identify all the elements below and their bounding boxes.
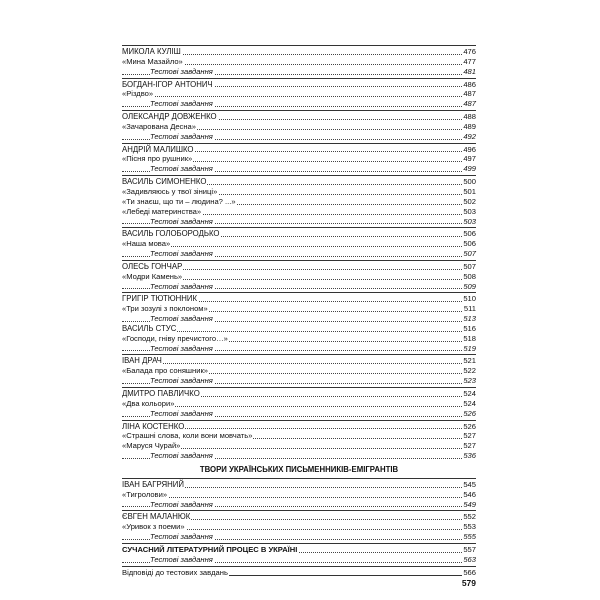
toc-entry-title: Тестові завдання bbox=[150, 216, 213, 226]
separator-line bbox=[122, 260, 476, 261]
toc-entry-page: 481 bbox=[463, 66, 476, 76]
toc-entry-title: «Ти знаєш, що ти – людина? ...» bbox=[122, 196, 236, 206]
separator-line bbox=[122, 510, 476, 511]
toc-entry-work[interactable] bbox=[122, 431, 476, 441]
toc-entry-title: ІВАН ДРАЧ bbox=[122, 356, 162, 366]
toc-entry-title: Відповіді до тестових завдань bbox=[122, 567, 228, 577]
toc-entry-title: «Зачарована Десна» bbox=[122, 121, 196, 131]
toc-entry-title: Тестові завдання bbox=[150, 451, 213, 461]
toc-entry-work[interactable] bbox=[122, 239, 476, 249]
toc-entry-work[interactable] bbox=[122, 399, 476, 409]
separator-line bbox=[122, 354, 476, 355]
toc-entry-page: 502 bbox=[463, 196, 476, 206]
toc-entry-page: 516 bbox=[463, 323, 476, 333]
table-of-contents bbox=[122, 44, 476, 578]
toc-entry-work[interactable] bbox=[122, 197, 476, 207]
toc-entry-page: 549 bbox=[463, 499, 476, 509]
toc-entry-boldrow[interactable] bbox=[122, 545, 476, 555]
toc-entry-page: 500 bbox=[463, 177, 476, 187]
toc-entry-title: «Пісня про рушник» bbox=[122, 154, 193, 164]
toc-entry-page: 476 bbox=[463, 47, 476, 56]
toc-entry-title: Тестові завдання bbox=[150, 408, 213, 418]
toc-entry-work[interactable] bbox=[122, 366, 476, 376]
toc-entry-page: 527 bbox=[463, 441, 476, 451]
toc-entry-title: «Мина Мазайло» bbox=[122, 56, 183, 66]
toc-entry-title: «Три зозулі з поклоном» bbox=[122, 304, 208, 314]
toc-entry-page: 526 bbox=[463, 421, 476, 431]
toc-entry-title: Тестові завдання bbox=[150, 164, 213, 174]
toc-entry-test[interactable] bbox=[122, 67, 476, 77]
toc-entry-author[interactable] bbox=[122, 177, 476, 187]
toc-entry-title: «Балада про соняшник» bbox=[122, 366, 209, 376]
toc-entry-test[interactable] bbox=[122, 451, 476, 461]
toc-entry-page: 496 bbox=[463, 144, 476, 154]
toc-entry-page: 536 bbox=[463, 451, 476, 461]
toc-entry-page: 513 bbox=[463, 314, 476, 324]
toc-entry-page: 553 bbox=[463, 522, 476, 532]
toc-entry-page: 492 bbox=[463, 131, 476, 141]
toc-entry-page: 557 bbox=[463, 544, 476, 554]
separator-line bbox=[122, 110, 476, 111]
toc-entry-title: Тестові завдання bbox=[150, 131, 213, 141]
toc-entry-page: 523 bbox=[463, 376, 476, 386]
separator-line bbox=[122, 420, 476, 421]
toc-entry-title: ДМИТРО ПАВЛИЧКО bbox=[122, 389, 200, 398]
toc-entry-title: «Страшні слова, коли вони мовчать» bbox=[122, 431, 253, 441]
section-heading: ТВОРИ УКРАЇНСЬКИХ ПИСЬМЕННИКІВ-ЕМІГРАНТІВ bbox=[199, 464, 399, 474]
toc-entry-page: 526 bbox=[463, 408, 476, 418]
toc-entry-author[interactable] bbox=[122, 480, 476, 490]
toc-entry-test[interactable] bbox=[122, 500, 476, 510]
toc-entry-title: ВАСИЛЬ СТУС bbox=[122, 323, 177, 333]
toc-entry-page: 497 bbox=[463, 154, 476, 164]
toc-entry-title: Тестові завдання bbox=[150, 499, 213, 509]
toc-entry-title: «Лебеді материнства» bbox=[122, 206, 202, 216]
toc-entry-page: 507 bbox=[463, 261, 476, 271]
toc-entry-author[interactable] bbox=[122, 112, 476, 122]
toc-entry-title: Тестові завдання bbox=[150, 554, 213, 564]
toc-entry-title: ОЛЕКСАНДР ДОВЖЕНКО bbox=[122, 112, 217, 122]
separator-line bbox=[122, 78, 476, 79]
toc-entry-test[interactable] bbox=[122, 532, 476, 542]
toc-entry-page: 487 bbox=[463, 99, 476, 109]
toc-entry-title: «Різдво» bbox=[122, 89, 154, 99]
toc-entry-page: 510 bbox=[463, 294, 476, 304]
toc-entry-page: 503 bbox=[463, 206, 476, 216]
toc-entry-page: 486 bbox=[463, 79, 476, 89]
toc-entry-work[interactable] bbox=[122, 187, 476, 197]
toc-entry-page: 545 bbox=[463, 479, 476, 489]
toc-entry-title: СУЧАСНИЙ ЛІТЕРАТУРНИЙ ПРОЦЕС В УКРАЇНІ bbox=[122, 544, 298, 554]
toc-entry-title: «Два кольори» bbox=[122, 398, 175, 408]
toc-entry-page: 477 bbox=[463, 56, 476, 66]
toc-entry-test[interactable] bbox=[122, 409, 476, 419]
toc-entry-work[interactable] bbox=[122, 207, 476, 217]
toc-entry-title: Тестові завдання bbox=[150, 314, 213, 324]
toc-entry-page: 522 bbox=[463, 366, 476, 376]
toc-entry-title: Тестові завдання bbox=[150, 343, 213, 353]
separator-line bbox=[122, 543, 476, 544]
toc-entry-work[interactable] bbox=[122, 441, 476, 451]
toc-entry-title: Тестові завдання bbox=[150, 249, 213, 259]
toc-entry-title: ІВАН БАГРЯНИЙ bbox=[122, 479, 184, 489]
toc-entry-work[interactable] bbox=[122, 490, 476, 500]
toc-entry-page: 563 bbox=[463, 554, 476, 564]
toc-entry-page: 524 bbox=[463, 389, 476, 398]
toc-entry-title: «Модри Камень» bbox=[122, 271, 183, 281]
separator-line bbox=[122, 175, 476, 176]
toc-entry-title: Тестові завдання bbox=[150, 376, 213, 386]
toc-entry-test[interactable] bbox=[122, 249, 476, 259]
toc-entry-author[interactable] bbox=[122, 294, 476, 304]
toc-entry-page: 552 bbox=[463, 512, 476, 522]
toc-entry-page: 519 bbox=[463, 343, 476, 353]
separator-line bbox=[122, 292, 476, 293]
toc-entry-author[interactable] bbox=[122, 47, 476, 57]
toc-entry-test[interactable] bbox=[122, 282, 476, 292]
toc-entry-page: 499 bbox=[463, 164, 476, 174]
toc-entry-title: Тестові завдання bbox=[150, 532, 213, 542]
toc-entry-page: 511 bbox=[463, 304, 476, 314]
toc-entry-title: ЄВГЕН МАЛАНЮК bbox=[122, 512, 191, 522]
toc-entry-title: «Задивляюсь у твої зіниці» bbox=[122, 186, 218, 196]
toc-entry-title: ВАСИЛЬ СИМОНЕНКО bbox=[122, 177, 207, 187]
toc-entry-title: Тестові завдання bbox=[150, 99, 213, 109]
toc-entry-test[interactable] bbox=[122, 376, 476, 386]
toc-entry-test[interactable] bbox=[122, 99, 476, 109]
toc-entry-test[interactable] bbox=[122, 217, 476, 227]
toc-entry-work[interactable] bbox=[122, 334, 476, 344]
toc-entry-test[interactable] bbox=[122, 555, 476, 565]
toc-entry-page: 518 bbox=[463, 333, 476, 343]
separator-line bbox=[122, 566, 476, 567]
toc-entry-title: ГРИГІР ТЮТЮННИК bbox=[122, 294, 198, 304]
toc-entry-work[interactable] bbox=[122, 568, 476, 578]
toc-entry-page: 501 bbox=[463, 186, 476, 196]
toc-entry-test[interactable] bbox=[122, 314, 476, 324]
separator-line bbox=[122, 387, 476, 388]
toc-entry-work[interactable] bbox=[122, 154, 476, 164]
page-number: 579 bbox=[461, 578, 476, 588]
toc-entry-title: Тестові завдання bbox=[150, 281, 213, 291]
separator-line bbox=[122, 227, 476, 228]
book-page bbox=[110, 0, 488, 600]
toc-entry-page: 509 bbox=[463, 281, 476, 291]
toc-entry-page: 503 bbox=[463, 216, 476, 226]
toc-entry-title: «Уривок з поеми» bbox=[122, 522, 185, 532]
toc-entry-title: «Наша мова» bbox=[122, 239, 171, 249]
toc-entry-author[interactable] bbox=[122, 145, 476, 155]
toc-entry-page: 487 bbox=[463, 89, 476, 99]
separator-line bbox=[122, 143, 476, 144]
toc-entry-page: 506 bbox=[463, 239, 476, 249]
toc-entry-page: 506 bbox=[463, 229, 476, 239]
toc-entry-page: 508 bbox=[463, 271, 476, 281]
toc-entry-author[interactable] bbox=[122, 262, 476, 272]
toc-entry-author[interactable] bbox=[122, 389, 476, 399]
toc-entry-title: Тестові завдання bbox=[150, 66, 213, 76]
toc-entry-test[interactable] bbox=[122, 132, 476, 142]
separator-line bbox=[122, 478, 476, 479]
toc-entry-page: 521 bbox=[463, 356, 476, 366]
toc-entry-author[interactable] bbox=[122, 512, 476, 522]
toc-entry-page: 489 bbox=[463, 121, 476, 131]
toc-entry-title: ОЛЕСЬ ГОНЧАР bbox=[122, 261, 183, 271]
toc-entry-author[interactable] bbox=[122, 80, 476, 90]
toc-entry-author[interactable] bbox=[122, 422, 476, 432]
toc-entry-title: ВАСИЛЬ ГОЛОБОРОДЬКО bbox=[122, 229, 220, 239]
toc-entry-page: 488 bbox=[463, 112, 476, 122]
toc-entry-title: «Господи, гніву пречистого…» bbox=[122, 333, 228, 343]
toc-entry-work[interactable] bbox=[122, 522, 476, 532]
toc-entry-test[interactable] bbox=[122, 344, 476, 354]
toc-entry-work[interactable] bbox=[122, 272, 476, 282]
toc-entry-page: 546 bbox=[463, 489, 476, 499]
toc-entry-title: ЛІНА КОСТЕНКО bbox=[122, 421, 185, 431]
toc-entry-test[interactable] bbox=[122, 164, 476, 174]
toc-entry-work[interactable] bbox=[122, 57, 476, 67]
toc-entry-page: 527 bbox=[463, 431, 476, 441]
toc-entry-title: МИКОЛА КУЛІШ bbox=[122, 47, 181, 56]
toc-entry-author[interactable] bbox=[122, 356, 476, 366]
toc-entry-title: БОГДАН-ІГОР АНТОНИЧ bbox=[122, 79, 213, 89]
toc-entry-page: 524 bbox=[463, 398, 476, 408]
toc-entry-author[interactable] bbox=[122, 324, 476, 334]
toc-entry-author[interactable] bbox=[122, 229, 476, 239]
toc-entry-page: 566 bbox=[463, 567, 476, 577]
toc-entry-page: 507 bbox=[463, 249, 476, 259]
toc-entry-work[interactable] bbox=[122, 304, 476, 314]
toc-entry-page: 555 bbox=[463, 532, 476, 542]
toc-entry-title: «Тигролови» bbox=[122, 489, 168, 499]
toc-entry-work[interactable] bbox=[122, 122, 476, 132]
toc-entry-title: АНДРІЙ МАЛИШКО bbox=[122, 144, 194, 154]
toc-entry-title: «Маруся Чурай» bbox=[122, 441, 181, 451]
toc-entry-work[interactable] bbox=[122, 89, 476, 99]
separator-line bbox=[122, 45, 476, 46]
